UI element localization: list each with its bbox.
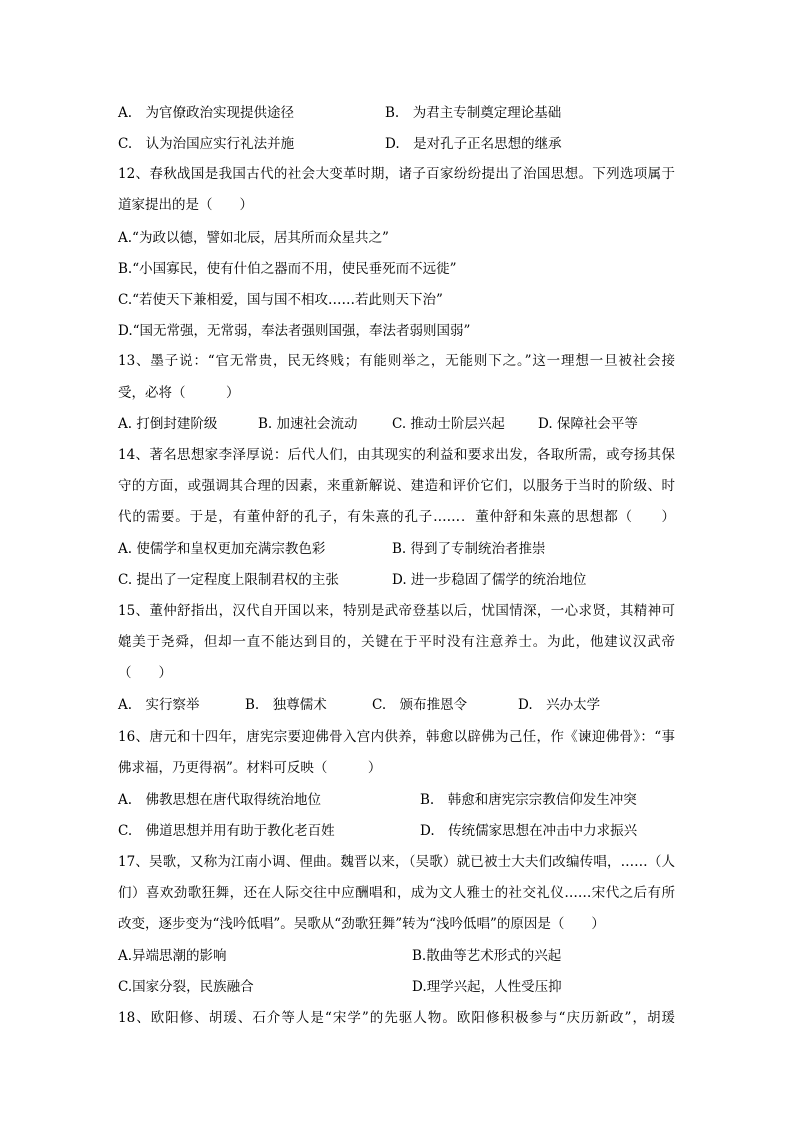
text-line-17: 媲美于尧舜，但却一直不能达到目的，关键在于平时没有注意养士。为此，他建议汉武帝 (118, 634, 675, 650)
option-27-1: B.散曲等艺术形式的兴起 (412, 948, 562, 964)
text-line-21: 佛求福，乃更得祸”。材料可反映（ ） (118, 760, 382, 776)
option-14-1: B. 得到了专制统治者推崇 (392, 541, 546, 557)
option-15-0: C. 提出了一定程度上限制君权的主张 (118, 572, 339, 588)
text-line-26: 改变，逐步变为“浅吟低唱”。吴歌从“劲歌狂舞”转为“浅吟低唱”的原因是（ ） (118, 916, 605, 932)
option-0-0: A. 为官僚政治实现提供途径 (118, 105, 295, 121)
option-14-0: A. 使儒学和皇权更加充满宗教色彩 (118, 541, 326, 557)
text-line-5: B.“小国寡民，使有什伯之器而不用，使民垂死而不远徙” (118, 261, 457, 277)
option-23-0: C. 佛道思想并用有助于教化老百姓 (118, 823, 335, 839)
option-10-2: C. 推动士阶层兴起 (392, 416, 505, 432)
option-23-1: D. 传统儒家思想在冲击中力求振兴 (420, 823, 638, 839)
option-19-2: C. 颁布推恩令 (372, 697, 468, 713)
option-19-0: A. 实行察举 (118, 697, 200, 713)
text-line-2: 12、春秋战国是我国古代的社会大变革时期，诸子百家纷纷提出了治国思想。下列选项属于 (118, 166, 675, 182)
option-10-3: D. 保障社会平等 (538, 416, 638, 432)
option-22-1: B. 韩愈和唐宪宗宗教信仰发生冲突 (420, 792, 637, 808)
option-19-1: B. 独尊儒术 (245, 697, 327, 713)
option-28-0: C.国家分裂，民族融合 (118, 979, 254, 995)
text-line-6: C.“若使天下兼相爱，国与国不相攻……若此则天下治” (118, 292, 443, 308)
option-10-1: B. 加速社会流动 (258, 416, 358, 432)
option-15-1: D. 进一步稳固了儒学的统治地位 (392, 572, 587, 588)
text-line-3: 道家提出的是（ ） (118, 197, 253, 213)
option-1-1: D. 是对孔子正名思想的继承 (385, 136, 562, 152)
text-line-29: 18、欧阳修、胡瑗、石介等人是“宋学”的先驱人物。欧阳修积极参与“庆历新政”，胡瑗 (118, 1010, 675, 1026)
text-line-13: 代的需要。于是，有董仲舒的孔子，有朱熹的孔子……．董仲舒和朱熹的思想都（ ） (118, 509, 675, 525)
text-line-16: 15、董仲舒指出，汉代自开国以来，特别是武帝登基以后，忧国情深，一心求贤，其精神可 (118, 603, 675, 619)
option-0-1: B. 为君主专制奠定理论基础 (385, 105, 562, 121)
text-line-25: 们）喜欢劲歌狂舞，还在人际交往中应酬唱和，成为文人雅士的社交礼仪……宋代之后有所 (118, 885, 675, 901)
text-line-4: A.“为政以德，譬如北辰，居其所而众星共之” (118, 230, 389, 246)
option-10-0: A. 打倒封建阶级 (118, 416, 218, 432)
option-27-0: A.异端思潮的影响 (118, 948, 227, 964)
option-28-1: D.理学兴起，人性受压抑 (412, 979, 562, 995)
text-line-20: 16、唐元和十四年，唐宪宗要迎佛骨入宫内供养，韩愈以辟佛为己任，作《谏迎佛骨》：“事 (118, 729, 675, 745)
text-line-18: （ ） (118, 665, 172, 681)
text-line-7: D.“国无常强，无常弱，奉法者强则国强，奉法者弱则国弱” (118, 323, 471, 339)
text-line-12: 守的方面，或强调其合理的因素，来重新解说、建造和评价它们，以服务于当时的阶级、时 (118, 478, 675, 494)
text-line-24: 17、吴歌，又称为江南小调、俚曲。魏晋以来，（吴歌）就已被士大夫们改编传唱，……（人 (118, 854, 675, 870)
option-19-3: D. 兴办太学 (518, 697, 601, 713)
text-line-8: 13、墨子说：“官无常贵，民无终贱；有能则举之，无能则下之。”这一理想一旦被社会接 (118, 353, 675, 369)
option-1-0: C. 认为治国应实行礼法并施 (118, 136, 295, 152)
text-line-9: 受，必将（ ） (118, 385, 240, 401)
text-line-11: 14、著名思想家李泽厚说：后代人们，由其现实的利益和要求出发，各取所需，或夸扬其保 (118, 447, 675, 463)
option-22-0: A. 佛教思想在唐代取得统治地位 (118, 792, 322, 808)
